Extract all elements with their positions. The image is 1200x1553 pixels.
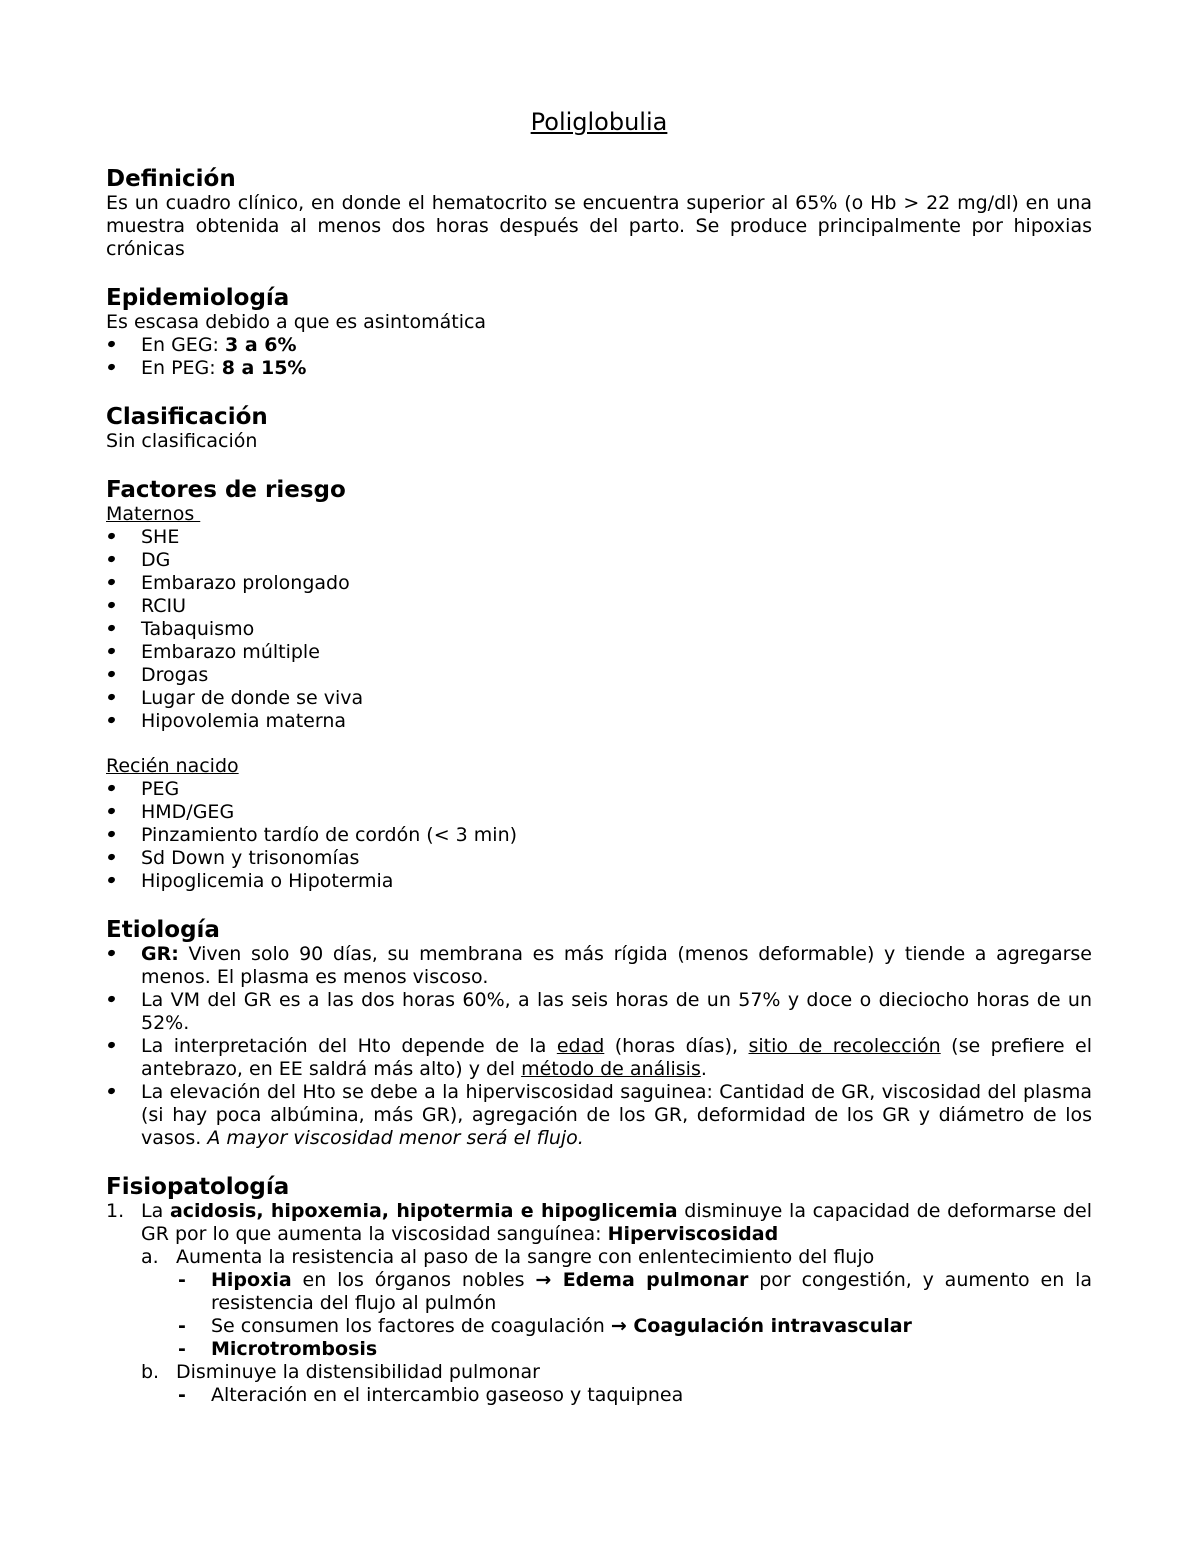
heading-clasificacion: Clasificación [106,404,268,430]
item-text: . [700,1058,707,1080]
document-page [106,106,1092,1407]
heading-fisiopatologia: Fisiopatología [106,1174,290,1200]
list-item: - Alteración en el intercambio gaseoso y taquipnea [176,1384,1092,1407]
item-text: La interpretación del Hto depende de la [141,1035,557,1057]
section-definicion [106,166,1092,261]
arrow-icon: → [610,1315,627,1337]
item-value: 8 a 15% [221,357,307,379]
bold-term: GR: [141,943,179,965]
bold-term: acidosis, hipoxemia, hipotermia e hipoglicemia [169,1200,678,1222]
sub-list [141,1246,1092,1407]
list-item [106,357,1092,380]
epidemiologia-list [106,334,1092,380]
list-number: 1. [106,1200,125,1222]
underlined-term: sitio de recolección [748,1035,941,1057]
list-item [176,1315,1092,1338]
etiologia-list [106,943,1092,1150]
heading-epidemiologia: Epidemiología [106,285,290,311]
item-text: Aumenta la resistencia al paso de la sangre con enlentecimiento del flujo [176,1246,875,1268]
list-item [106,334,1092,357]
list-item: PEG [106,778,1092,801]
section-clasificacion [106,404,1092,453]
item-text: (se prefiere el antebrazo, en EE saldrá más alto) y del [141,1035,1092,1080]
list-item [106,1035,1092,1081]
item-text: (horas días), [604,1035,749,1057]
list-item [106,1081,1092,1150]
list-item [106,1200,1092,1407]
bold-term: Microtrombosis [211,1338,378,1360]
bold-term: Hipoxia [211,1269,292,1291]
item-label: En PEG: [141,357,222,379]
item-text: Se consumen los factores de coagulación [211,1315,611,1337]
list-item [176,1338,1092,1361]
list-item: Hipovolemia materna [106,710,1092,733]
item-label: En GEG: [141,334,225,356]
fisiopatologia-list [106,1200,1092,1407]
dash-list [176,1384,1092,1407]
subheading-maternos: Maternos [106,503,201,525]
page-title: Poliglobulia [530,108,668,136]
item-text: La elevación del Hto se debe a la hiperviscosidad saguinea: Cantidad de GR, viscosidad del plasma (si hay poca albúmina, más GR), agregación de los GR, deformidad de los GR y diámetro de los vasos. [141,1081,1092,1149]
list-item: Hipoglicemia o Hipotermia [106,870,1092,893]
list-item: Tabaquismo [106,618,1092,641]
section-epidemiologia [106,285,1092,380]
list-letter: b. [141,1361,160,1383]
list-item: Embarazo prolongado [106,572,1092,595]
section-etiologia [106,917,1092,1150]
list-item: La VM del GR es a las dos horas 60%, a las seis horas de un 57% y doce o dieciocho horas de un 52%. [106,989,1092,1035]
list-item: SHE [106,526,1092,549]
heading-factores: Factores de riesgo [106,477,346,503]
underlined-term: método de análisis [521,1058,701,1080]
bold-term: Hiperviscosidad [607,1223,779,1245]
bold-term: Coagulación intravascular [626,1315,912,1337]
item-value: 3 a 6% [224,334,297,356]
maternos-list [106,526,1092,733]
section-factores [106,477,1092,893]
item-text: Disminuye la distensibilidad pulmonar [176,1361,540,1383]
list-item [141,1246,1092,1361]
item-text: disminuye la capacidad de deformarse del GR por lo que aumenta la viscosidad sanguínea: [141,1200,1092,1245]
item-text: La [141,1200,170,1222]
list-item [176,1269,1092,1315]
bold-term: Edema pulmonar [551,1269,749,1291]
epidemiologia-text: Es escasa debido a que es asintomática [106,311,487,333]
heading-definicion: Definición [106,166,236,192]
item-text: Viven solo 90 días, su membrana es más rígida (menos deformable) y tiende a agregarse menos. El plasma es menos viscoso. [141,943,1092,988]
dash-list [176,1269,1092,1361]
list-item: Sd Down y trisonomías [106,847,1092,870]
list-item: HMD/GEG [106,801,1092,824]
recien-nacido-list [106,778,1092,893]
clasificacion-text: Sin clasificación [106,430,258,452]
list-item: Embarazo múltiple [106,641,1092,664]
list-item: Pinzamiento tardío de cordón (< 3 min) [106,824,1092,847]
list-item [141,1361,1092,1407]
section-fisiopatologia [106,1174,1092,1407]
list-item: RCIU [106,595,1092,618]
list-item: Drogas [106,664,1092,687]
italic-text: A mayor viscosidad menor será el flujo. [207,1127,584,1149]
definicion-text: Es un cuadro clínico, en donde el hematocrito se encuentra superior al 65% (o Hb > 22 mg/dl) en una muestra obtenida al menos dos horas después del parto. Se produce principalmente por hipoxias crónicas [106,192,1092,260]
list-item [106,943,1092,989]
list-letter: a. [141,1246,159,1268]
heading-etiologia: Etiología [106,917,220,943]
list-item: DG [106,549,1092,572]
item-text: en los órganos nobles [291,1269,536,1291]
subheading-recien-nacido: Recién nacido [106,755,239,777]
list-item: Lugar de donde se viva [106,687,1092,710]
arrow-icon: → [535,1269,552,1291]
underlined-term: edad [556,1035,605,1057]
item-text: por congestión, y aumento en la resistencia del flujo al pulmón [211,1269,1093,1314]
